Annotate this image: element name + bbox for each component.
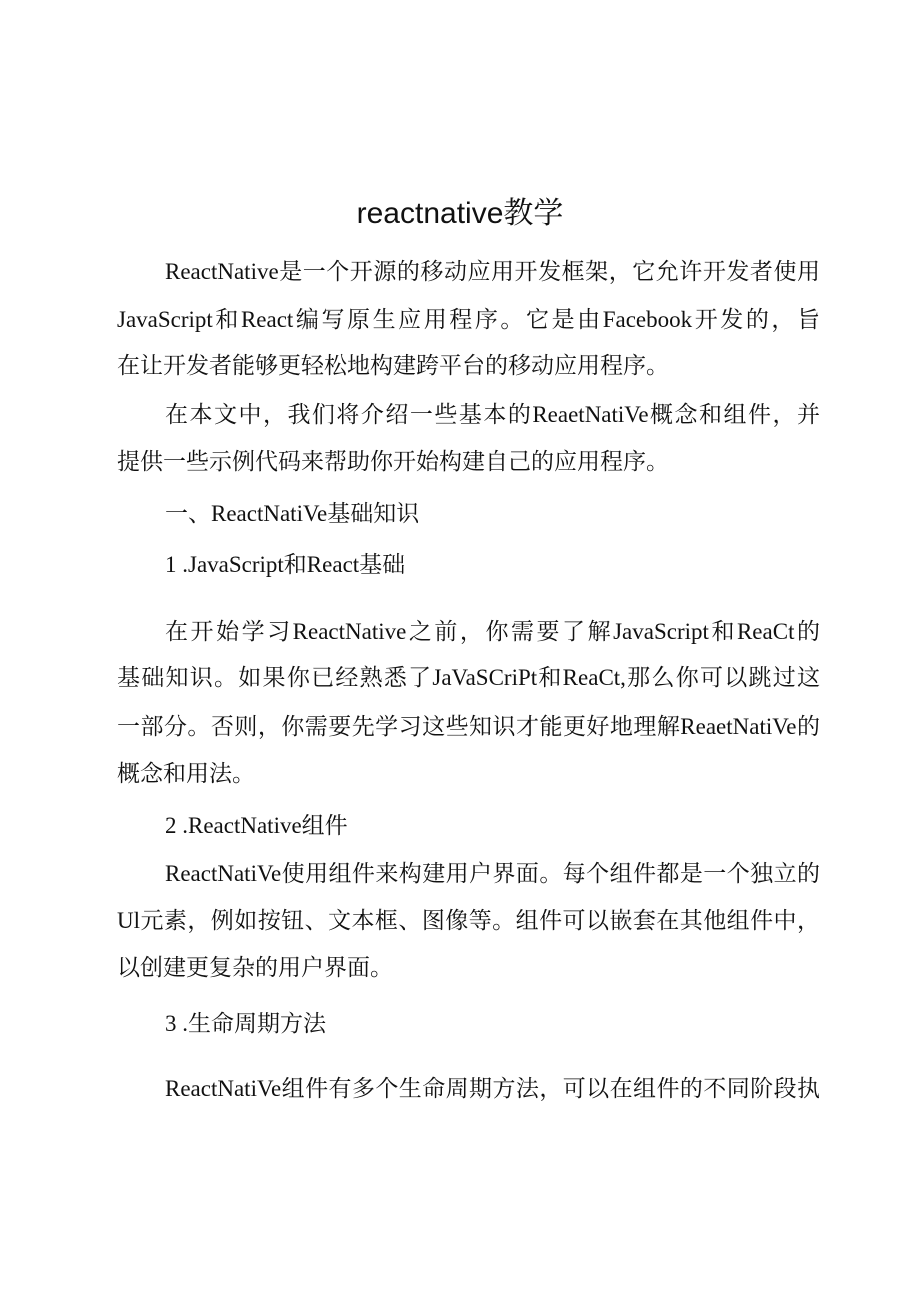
paragraph-line: 在让开发者能够更轻松地构建跨平台的移动应用程序。	[117, 353, 669, 378]
paragraph-line: ReactNatiVe组件有多个生命周期方法，可以在组件的不同阶段执	[165, 1076, 820, 1101]
section-heading: 一、ReactNatiVe基础知识	[165, 501, 420, 526]
subsection-heading: 1 .JavaScript和React基础	[165, 552, 406, 577]
paragraph-line: 提供一些示例代码来帮助你开始构建自己的应用程序。	[117, 449, 669, 474]
paragraph-line: ReactNative是一个开源的移动应用开发框架，它允许开发者使用	[165, 259, 820, 284]
paragraph-line: 在开始学习ReactNative之前，你需要了解JavaScript和ReaCt的	[165, 619, 820, 644]
subsection-heading: 2 .ReactNative组件	[165, 813, 348, 838]
paragraph-line: JavaScript和React编写原生应用程序。它是由Facebook开发的，旨	[117, 307, 820, 332]
paragraph-line: 概念和用法。	[117, 761, 255, 786]
paragraph-line: 基础知识。如果你已经熟悉了JaVaSCriPt和ReaCt,那么你可以跳过这	[117, 665, 820, 690]
paragraph-line: Ul元素，例如按钮、文本框、图像等。组件可以嵌套在其他组件中，	[117, 908, 820, 933]
paragraph-line: 以创建更复杂的用户界面。	[117, 955, 393, 980]
paragraph-line: 在本文中，我们将介绍一些基本的ReaetNatiVe概念和组件，并	[165, 402, 820, 427]
document-title: reactnative教学	[356, 197, 564, 230]
paragraph-line: ReactNatiVe使用组件来构建用户界面。每个组件都是一个独立的	[165, 861, 820, 886]
subsection-heading: 3 .生命周期方法	[165, 1011, 326, 1036]
paragraph-line: 一部分。否则，你需要先学习这些知识才能更好地理解ReaetNatiVe的	[117, 714, 820, 739]
